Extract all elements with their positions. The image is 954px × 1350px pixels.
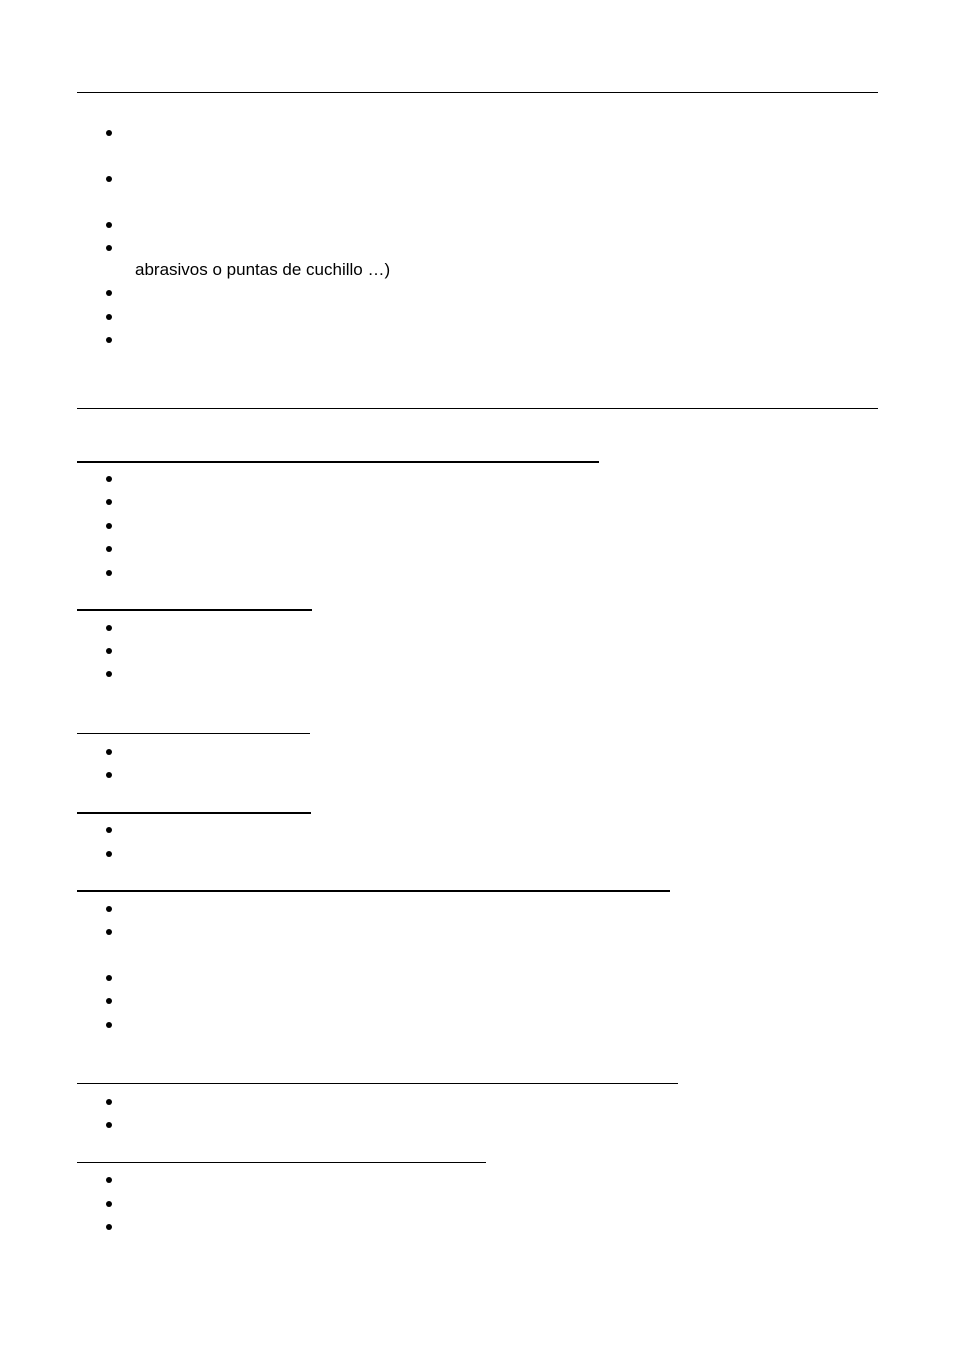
bullet-point (106, 499, 112, 505)
subsection-heading-underline (77, 1083, 678, 1084)
bullet-point (106, 290, 112, 296)
bullet-point (106, 625, 112, 631)
bullet-point (106, 1224, 112, 1230)
bullet-point (106, 998, 112, 1004)
bullet-point (106, 671, 112, 677)
bullet-point (106, 772, 112, 778)
bullet-point (106, 1022, 112, 1028)
bullet-point (106, 476, 112, 482)
subsection-heading-underline (77, 733, 310, 734)
bullet-point (106, 749, 112, 755)
bullet-point (106, 222, 112, 228)
top-divider (77, 92, 878, 93)
bullet-point (106, 1201, 112, 1207)
subsection-heading-underline (77, 812, 311, 814)
bullet-point (106, 314, 112, 320)
subsection-heading-underline (77, 609, 312, 611)
bullet-point (106, 523, 112, 529)
section-divider (77, 408, 878, 409)
bullet-point (106, 245, 112, 251)
bullet-point (106, 648, 112, 654)
bullet-point (106, 929, 112, 935)
bullet-point (106, 975, 112, 981)
bullet-point (106, 1177, 112, 1183)
bullet-point (106, 906, 112, 912)
subsection-heading-underline (77, 461, 599, 463)
bullet-point (106, 337, 112, 343)
bullet-point (106, 176, 112, 182)
bullet-point (106, 570, 112, 576)
bullet-point (106, 1122, 112, 1128)
bullet-point (106, 851, 112, 857)
bullet-continuation-text: abrasivos o puntas de cuchillo …) (135, 260, 391, 279)
bullet-point (106, 546, 112, 552)
subsection-heading-underline (77, 890, 670, 892)
bullet-point (106, 1099, 112, 1105)
bullet-point (106, 130, 112, 136)
subsection-heading-underline (77, 1162, 486, 1163)
bullet-point (106, 827, 112, 833)
